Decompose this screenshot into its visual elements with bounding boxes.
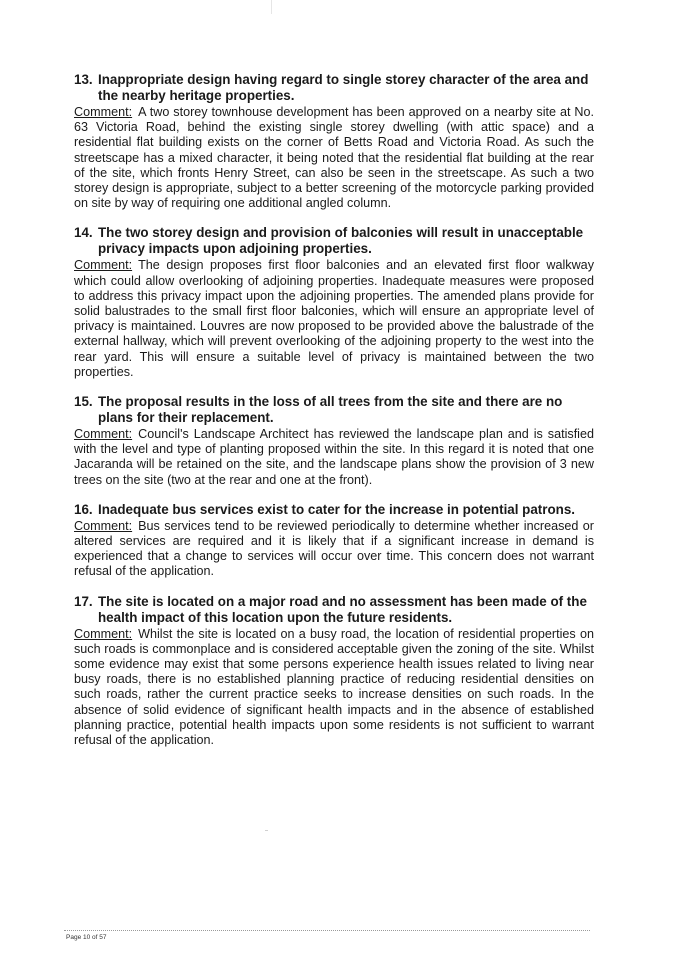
heading-text: The two storey design and provision of balconies will result in unacceptable privacy impacts upon adjoining properties.	[98, 225, 584, 257]
objection-heading	[74, 394, 594, 426]
heading-text: Inappropriate design having regard to single storey character of the area and the nearby heritage properties.	[98, 72, 589, 103]
objection-item-13	[74, 72, 594, 211]
comment-paragraph	[74, 519, 594, 580]
comment-text: The design proposes first floor balconies and an elevated first floor walkway which could allow overlooking of adjoining properties. Inadequate measures were proposed to address this privacy impact upon the adjoining properties. The amended plans provide for solid balustrades to the small first floor balconies, which will ensure an appropriate level of privacy is maintained. Louvres are now proposed to be provided above the balustrade of the external hallway, which will prevent overlooking of the adjoining property to the west into the rear yard. This will ensure a suitable level of privacy is maintained between the two properties.	[74, 258, 594, 379]
item-number: 17.	[74, 593, 93, 609]
footer-divider	[64, 930, 590, 931]
comment-text: Whilst the site is located on a busy road, the location of residential properties on such roads is commonplace and is considered acceptable given the zoning of the site. Whilst some evidence may exist that some persons experience health issues related to living near busy roads, there is no established planning practice of reducing residential densities on such roads, rather the current practice seeks to increase densities on such roads. In the absence of solid evidence of significant health impacts and in the absence of established planning practice, potential health impacts upon some residents is not sufficient to warrant refusal of the application.	[74, 626, 594, 748]
scan-mark-top	[271, 0, 272, 14]
objection-heading	[74, 72, 594, 104]
comment-text: A two storey townhouse development has been approved on a nearby site at No. 63 Victoria Road, behind the existing single storey dwelling (with attic space) and a residential flat building exists on the corner of Betts Road and Victoria Road. As such the streetscape has a mixed character, it being noted that the residential flat building at the rear of the site, which fronts Henry Street, can also be seen in the streetscape. As such a two storey design is appropriate, subject to a better screening of the motorcycle parking provided on site by way of requiring one additional angled column.	[74, 105, 594, 211]
objection-item-15	[74, 394, 594, 488]
comment-text: Bus services tend to be reviewed periodically to determine whether increased or altered services are required and it is likely that if a significant increase in demand is experienced that a change to services will occur over time. This concern does not warrant refusal of the application.	[74, 518, 594, 579]
comment-label: Comment:	[74, 105, 133, 119]
comment-label: Comment:	[74, 427, 133, 442]
objection-item-16	[74, 502, 594, 580]
objection-heading	[74, 594, 594, 626]
comment-paragraph	[74, 627, 594, 749]
objection-item-17	[74, 594, 594, 749]
comment-paragraph	[74, 105, 594, 211]
objection-heading	[74, 502, 594, 518]
comment-label: Comment:	[74, 258, 133, 273]
comment-text: Council's Landscape Architect has reviewed the landscape plan and is satisfied with the level and type of planting proposed within the site. In this regard it is noted that one Jacaranda will be retained on the site, and the landscape plans show the provision of 3 new trees on the site (two at the rear and one at the front).	[74, 427, 594, 487]
item-number: 15.	[74, 394, 93, 410]
comment-paragraph	[74, 258, 594, 380]
page-number: Page 10 of 57	[66, 934, 107, 941]
item-number: 13.	[74, 72, 93, 87]
comment-label: Comment:	[74, 626, 133, 641]
heading-text: The site is located on a major road and no assessment has been made of the health impact of this location upon the future residents.	[98, 593, 587, 625]
item-number: 14.	[74, 225, 93, 241]
objection-item-14	[74, 225, 594, 380]
comment-label: Comment:	[74, 518, 133, 533]
document-body	[74, 72, 594, 762]
item-number: 16.	[74, 501, 93, 517]
scan-speck	[265, 830, 268, 831]
comment-paragraph	[74, 427, 594, 488]
heading-text: Inadequate bus services exist to cater for the increase in potential patrons.	[98, 501, 576, 517]
objection-heading	[74, 225, 594, 257]
heading-text: The proposal results in the loss of all trees from the site and there are no plans for their replacement.	[98, 394, 563, 426]
